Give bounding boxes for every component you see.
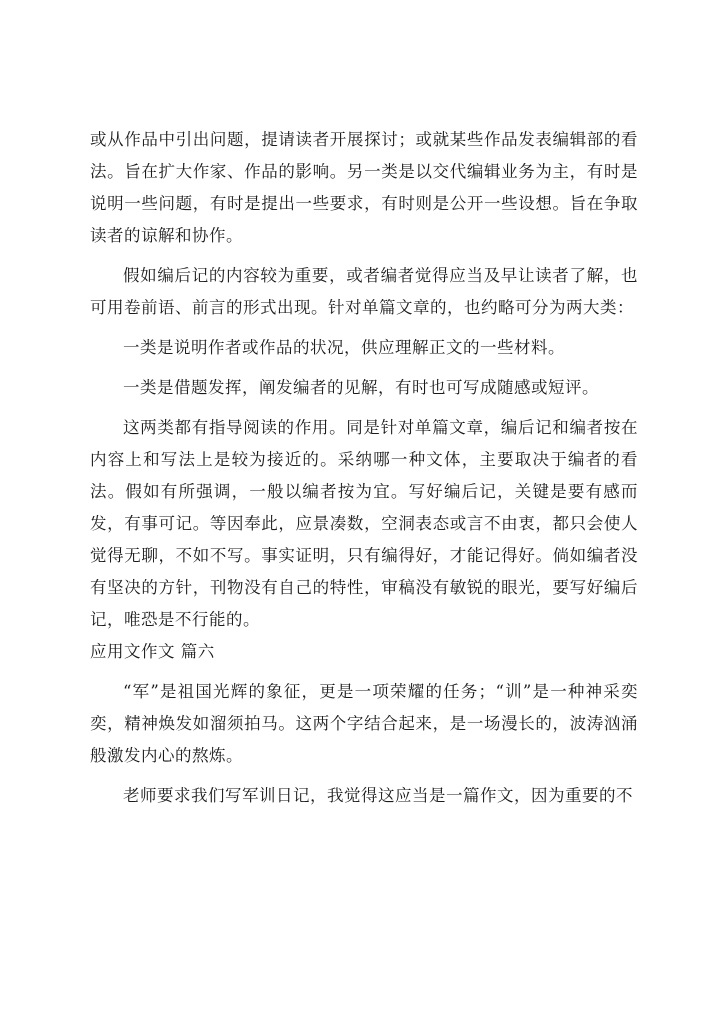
- paragraph-1: 或从作品中引出问题，提请读者开展探讨；或就某些作品发表编辑部的看法。旨在扩大作家、作品的影响。另一类是以交代编辑业务为主，有时是说明一些问题，有时是提出一些要求，有时则是公开一些设想。旨在争取读者的谅解和协作。: [90, 130, 638, 245]
- section-paragraph-2: 老师要求我们写军训日记，我觉得这应当是一篇作文，因为重要的不: [123, 786, 633, 805]
- section-heading: 应用文作文 篇六: [90, 642, 215, 661]
- paragraph-2: 假如编后记的内容较为重要，或者编者觉得应当及早让读者了解，也可用卷前语、前言的形式出现。针对单篇文章的，也约略可分为两大类：: [90, 266, 638, 317]
- paragraph-5: 这两类都有指导阅读的作用。同是针对单篇文章，编后记和编者按在内容上和写法上是较为接近的。采纳哪一种文体，主要取决于编者的看法。假如有所强调，一般以编者按为宜。写好编后记，关键是要有感而发，有事可记。等因奉此，应景凑数，空洞表态或言不由衷，都只会使人觉得无聊，不如不写。事实证明，只有编得好，才能记得好。倘如编者没有坚决的方针，刊物没有自己的特性，审稿没有敏锐的眼光，要写好编后记，唯恐是不行能的。: [90, 418, 638, 629]
- paragraph-4: 一类是借题发挥，阐发编者的见解，有时也可写成随感或短评。: [123, 378, 599, 397]
- paragraph-3: 一类是说明作者或作品的状况，供应理解正文的一些材料。: [123, 338, 565, 357]
- document-page: [90, 124, 638, 812]
- section-paragraph-1: “军”是祖国光辉的象征，更是一项荣耀的任务；“训”是一种神采奕奕，精神焕发如溜须拍马。这两个字结合起来，是一场漫长的，波涛汹涌般激发内心的熬炼。: [90, 682, 638, 765]
